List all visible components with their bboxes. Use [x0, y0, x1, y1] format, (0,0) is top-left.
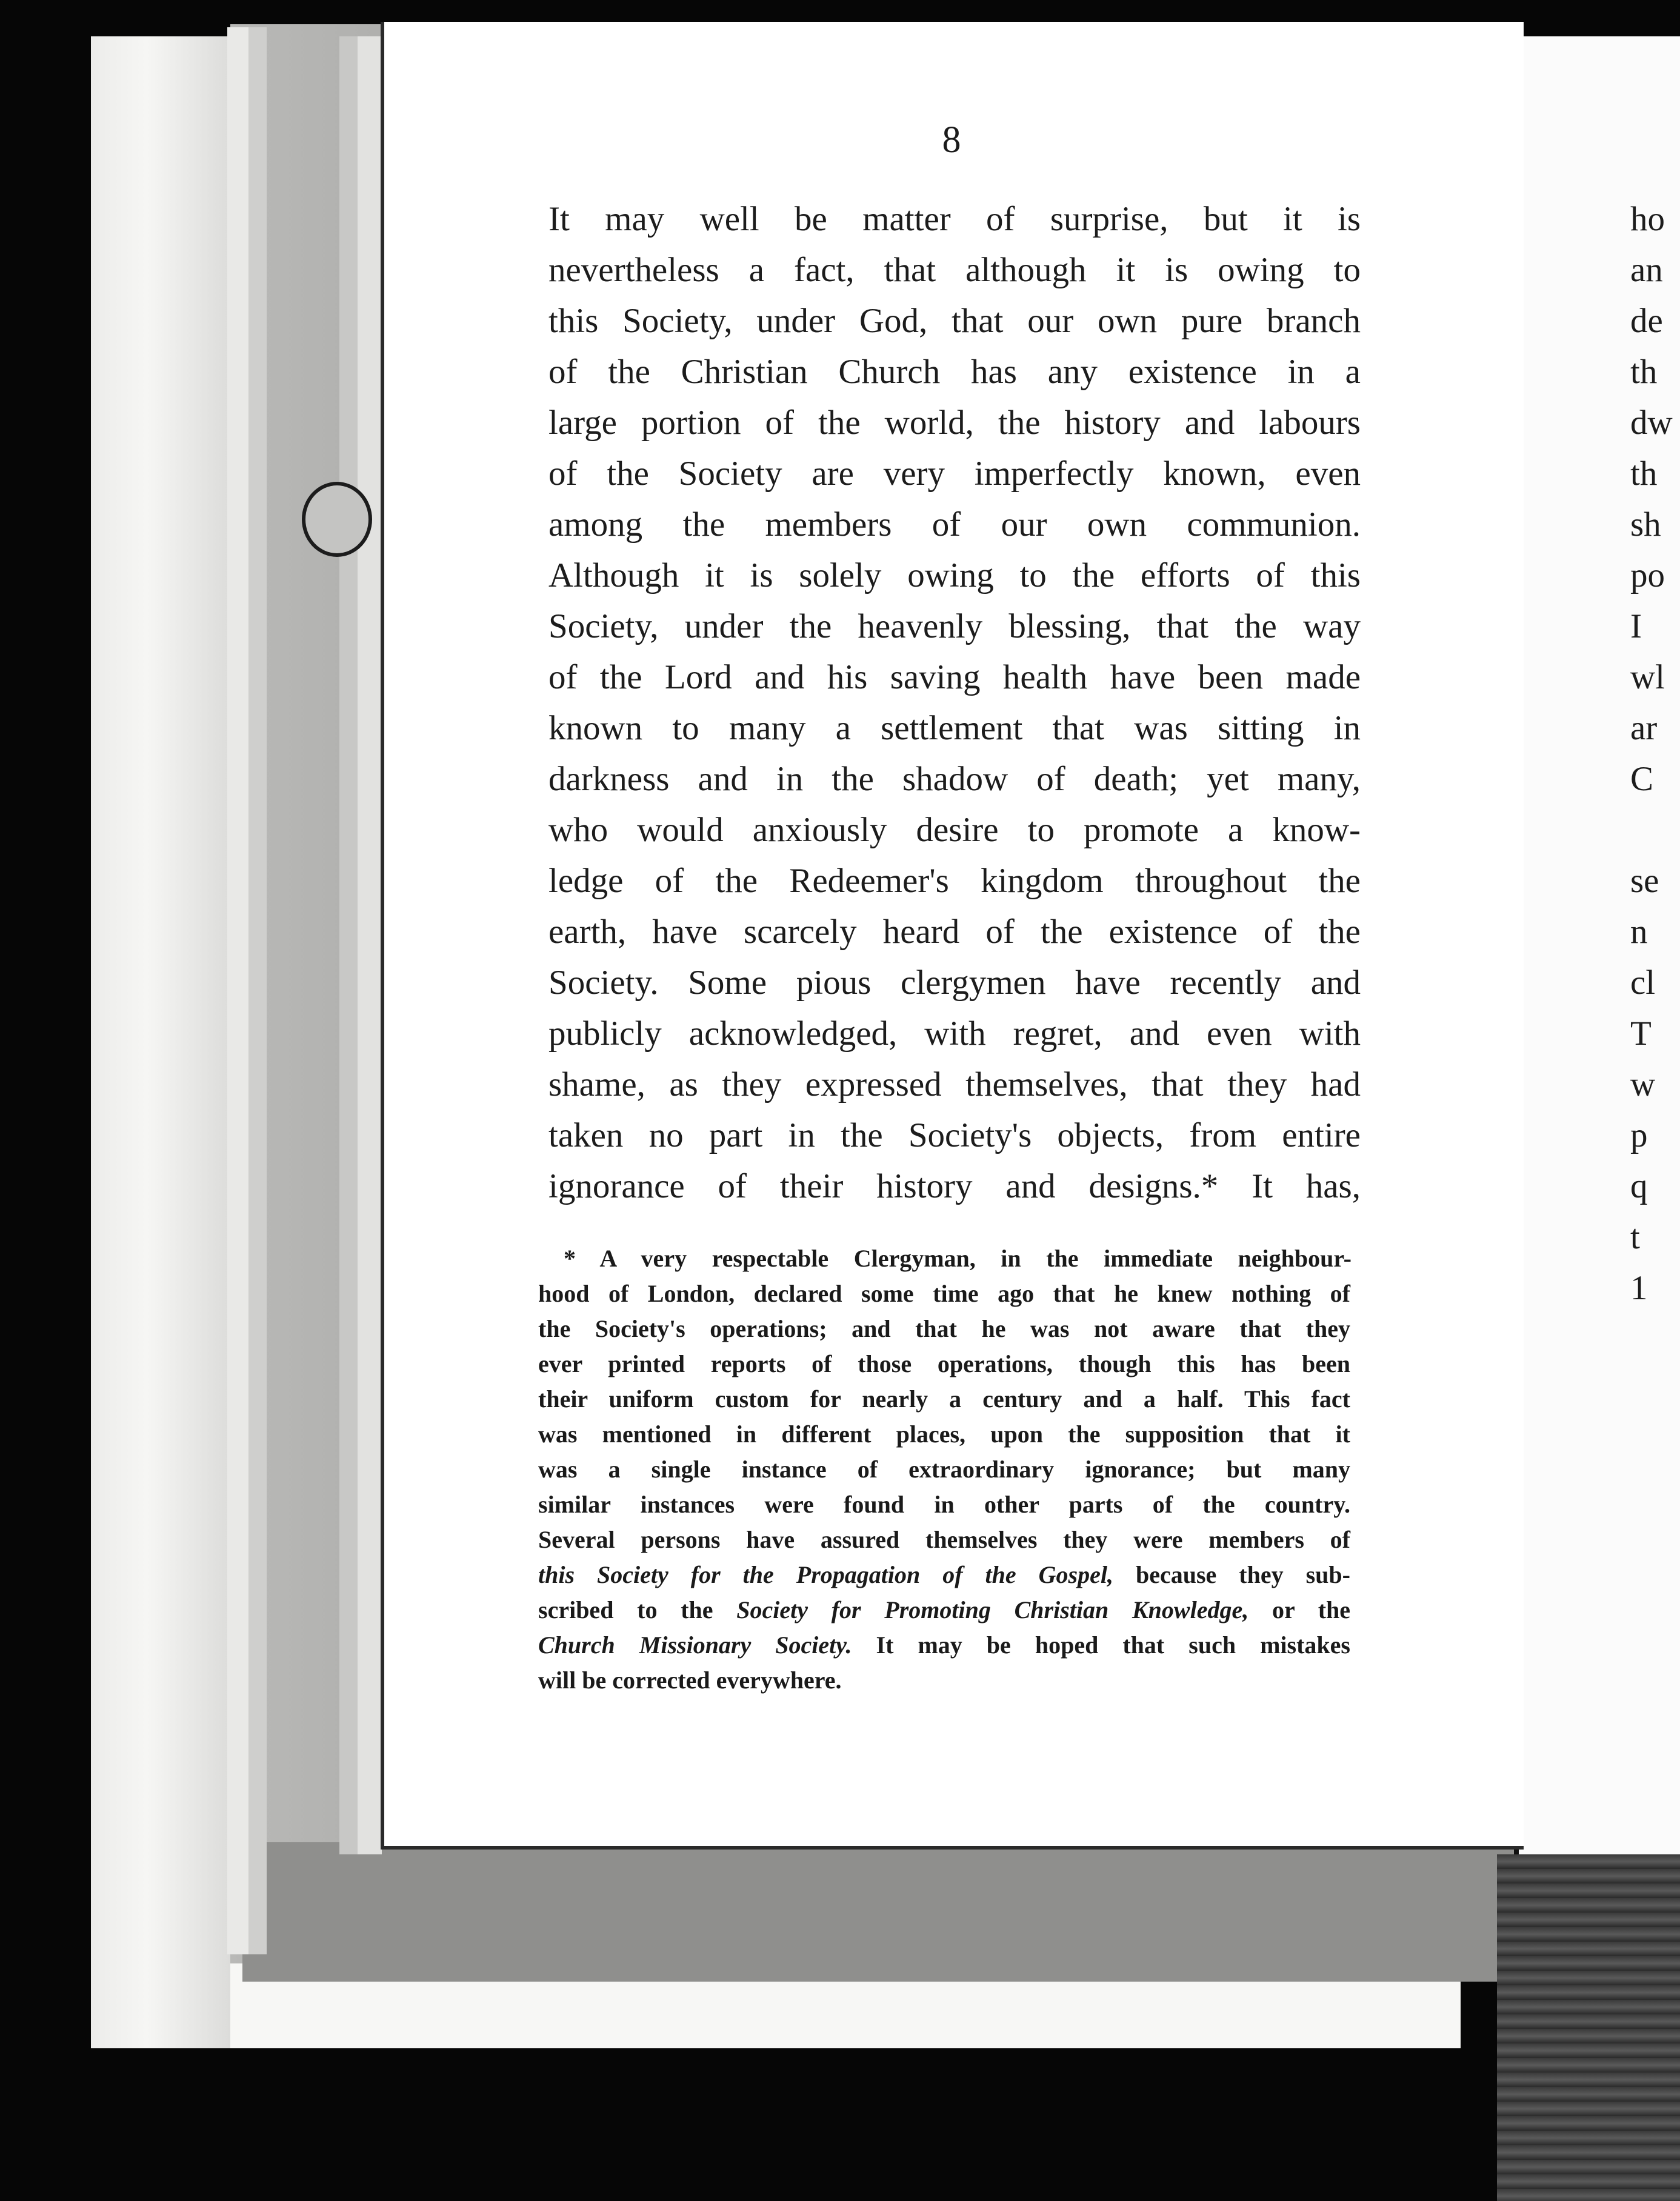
footnote-line	[538, 1557, 1350, 1593]
body-line: Although it is solely owing to the efforts of this	[548, 556, 1361, 594]
facing-page-line: t	[1630, 1218, 1640, 1256]
page-stack-edge	[358, 36, 382, 1854]
facing-page-line: de	[1630, 302, 1663, 340]
facing-page-line: w	[1630, 1065, 1656, 1104]
facing-page-fore-edge	[1497, 1854, 1680, 2201]
body-line: It may well be matter of surprise, but it is	[548, 200, 1361, 238]
facing-page-line: ar	[1630, 709, 1658, 747]
footnote-line: hood of London, declared some time ago that he knew nothing of	[538, 1280, 1350, 1307]
body-line: taken no part in the Society's objects, from entire	[548, 1116, 1361, 1154]
page-stack-edge	[248, 27, 267, 1954]
facing-page-line: wl	[1630, 658, 1665, 696]
facing-page-line: an	[1630, 251, 1663, 289]
facing-page-line: cl	[1630, 964, 1656, 1002]
body-line: large portion of the world, the history and labours	[548, 404, 1361, 442]
page-stack-edge	[227, 27, 248, 1954]
body-line: shame, as they expressed themselves, that they had	[548, 1065, 1361, 1104]
facing-page-line: ho	[1630, 200, 1665, 238]
facing-page-line: th	[1630, 353, 1658, 391]
binding-hole	[302, 482, 372, 557]
footnote-line: their uniform custom for nearly a century and a half. This fact	[538, 1385, 1350, 1413]
footnote-line: * A very respectable Clergyman, in the immediate neighbour-	[564, 1245, 1352, 1272]
back-board-edge	[91, 36, 230, 2048]
facing-page-line: sh	[1630, 505, 1661, 544]
footnote-line: similar instances were found in other parts of the country.	[538, 1491, 1350, 1518]
body-line: ledge of the Redeemer's kingdom throughout the	[548, 862, 1361, 900]
facing-page-line: C	[1630, 760, 1654, 798]
body-line: ignorance of their history and designs.* It has,	[548, 1167, 1361, 1205]
body-line: darkness and in the shadow of death; yet many,	[548, 760, 1361, 798]
page-number: 8	[942, 119, 961, 161]
footnote-text: It may be hoped that such mistakes	[852, 1631, 1350, 1659]
body-line: of the Lord and his saving health have been made	[548, 658, 1361, 696]
footnote-italic: this Society for the Propagation of the Gospel,	[538, 1561, 1113, 1588]
body-line: among the members of our own communion.	[548, 505, 1361, 544]
footnote-line	[538, 1593, 1350, 1628]
facing-page-line: 1	[1630, 1269, 1648, 1307]
facing-page-line: se	[1630, 862, 1659, 900]
footnote-line: the Society's operations; and that he was not aware that they	[538, 1315, 1350, 1342]
footnote-text: because they sub-	[1113, 1561, 1350, 1588]
facing-page-line: p	[1630, 1116, 1648, 1154]
body-line: who would anxiously desire to promote a know-	[548, 811, 1361, 849]
body-line: nevertheless a fact, that although it is owing to	[548, 251, 1361, 289]
footnote-italic: Society for Promoting Christian Knowledge,	[736, 1596, 1249, 1623]
facing-page-line: po	[1630, 556, 1665, 594]
footnote-text: scribed to the	[538, 1596, 737, 1623]
footnote-line: was mentioned in different places, upon the supposition that it	[538, 1420, 1350, 1448]
facing-page-line: q	[1630, 1167, 1648, 1205]
gray-mount-board-bottom	[242, 1842, 1527, 1982]
footnote-line: will be corrected everywhere.	[538, 1667, 842, 1694]
facing-page-line: n	[1630, 913, 1648, 951]
body-line: of the Society are very imperfectly known, even	[548, 455, 1361, 493]
body-line: known to many a settlement that was sitting in	[548, 709, 1361, 747]
body-line: Society, under the heavenly blessing, that the way	[548, 607, 1361, 645]
footnote-line: ever printed reports of those operations, though this has been	[538, 1350, 1350, 1377]
facing-page-line: I	[1630, 607, 1642, 645]
footnote-text: or the	[1248, 1596, 1351, 1623]
facing-page-line: T	[1630, 1014, 1652, 1053]
body-line: Society. Some pious clergymen have recently and	[548, 964, 1361, 1002]
body-line: this Society, under God, that our own pure branch	[548, 302, 1361, 340]
footnote-line: Several persons have assured themselves they were members of	[538, 1526, 1350, 1553]
body-line: of the Christian Church has any existence in a	[548, 353, 1361, 391]
facing-page-line: th	[1630, 455, 1658, 493]
body-line: earth, have scarcely heard of the existence of the	[548, 913, 1361, 951]
facing-page-line: dw	[1630, 404, 1673, 442]
footnote-italic: Church Missionary Society.	[538, 1631, 852, 1659]
body-line: publicly acknowledged, with regret, and even with	[548, 1014, 1361, 1053]
footnote-line	[538, 1628, 1350, 1663]
footnote-line: was a single instance of extraordinary ignorance; but many	[538, 1456, 1350, 1483]
